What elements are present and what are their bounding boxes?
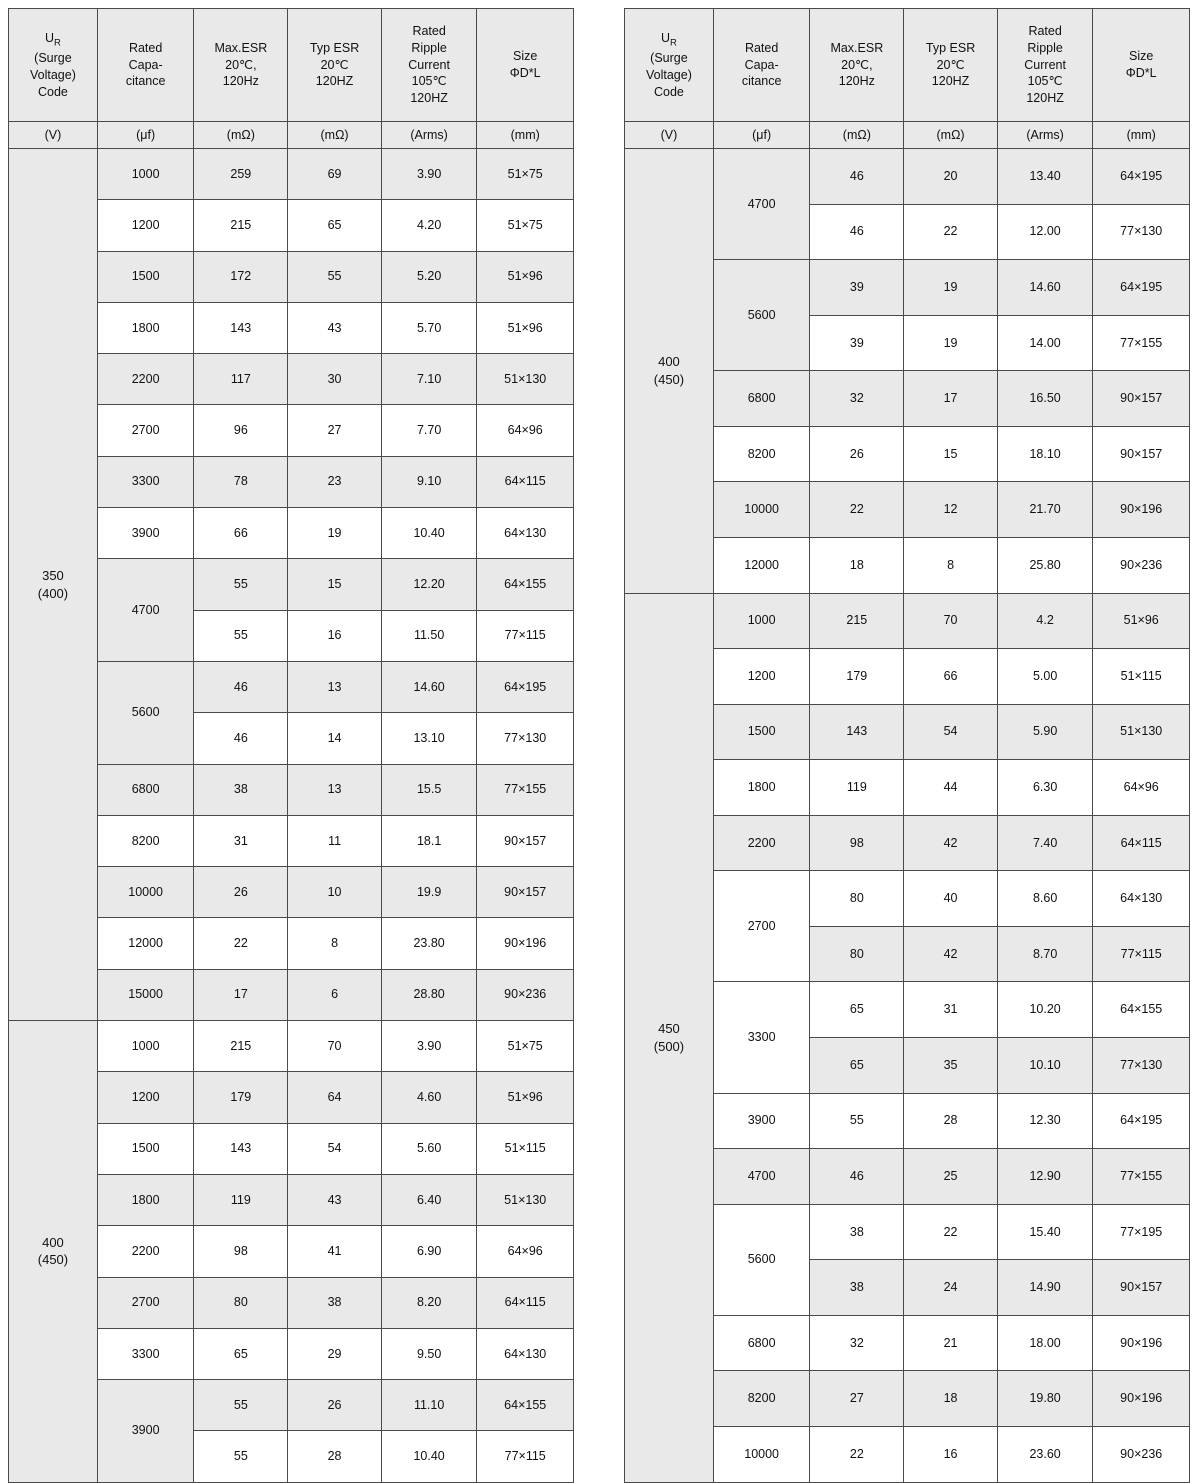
size-cell: 90×196 xyxy=(1093,1371,1190,1427)
ripple-current-cell: 6.90 xyxy=(381,1226,477,1277)
max-esr-cell: 39 xyxy=(810,260,904,316)
max-esr-cell: 38 xyxy=(810,1204,904,1260)
max-esr-cell: 46 xyxy=(194,661,288,712)
capacitance-cell: 6800 xyxy=(713,1315,809,1371)
typ-esr-cell: 8 xyxy=(288,918,382,969)
size-cell: 77×130 xyxy=(1093,204,1190,260)
capacitance-cell: 5600 xyxy=(713,260,809,371)
typ-esr-cell: 55 xyxy=(288,251,382,302)
capacitance-cell: 3300 xyxy=(97,1328,193,1379)
capacitance-cell: 4700 xyxy=(713,1149,809,1205)
ripple-current-cell: 5.00 xyxy=(997,649,1093,705)
size-cell: 64×155 xyxy=(1093,982,1190,1038)
typ-esr-cell: 22 xyxy=(904,204,998,260)
capacitance-cell: 8200 xyxy=(97,815,193,866)
typ-esr-cell: 54 xyxy=(904,704,998,760)
ripple-current-cell: 12.30 xyxy=(997,1093,1093,1149)
header-rated-ripple-current: Rated Ripple Current 105℃ 120HZ xyxy=(381,9,477,122)
typ-esr-cell: 14 xyxy=(288,713,382,764)
ripple-current-cell: 28.80 xyxy=(381,969,477,1020)
unit-ripple: (Arms) xyxy=(381,122,477,149)
max-esr-cell: 27 xyxy=(810,1371,904,1427)
size-cell: 90×196 xyxy=(1093,1315,1190,1371)
capacitance-cell: 4700 xyxy=(713,149,809,260)
max-esr-cell: 39 xyxy=(810,315,904,371)
size-cell: 77×130 xyxy=(477,713,574,764)
table-header-right xyxy=(625,9,1190,149)
header-voltage-code: $U_R$ (Surge Voltage) Code xyxy=(625,9,714,122)
typ-esr-cell: 30 xyxy=(288,354,382,405)
size-cell: 77×155 xyxy=(1093,315,1190,371)
size-cell: 51×75 xyxy=(477,149,574,200)
table-row xyxy=(9,149,574,200)
capacitance-cell: 10000 xyxy=(713,1426,809,1482)
size-cell: 77×155 xyxy=(477,764,574,815)
max-esr-cell: 78 xyxy=(194,456,288,507)
spec-table-right xyxy=(624,8,1190,1483)
header-units-row xyxy=(9,122,574,149)
size-cell: 51×130 xyxy=(1093,704,1190,760)
voltage-group-cell: 350 (400) xyxy=(9,149,98,1021)
size-cell: 64×130 xyxy=(477,508,574,559)
typ-esr-cell: 16 xyxy=(288,610,382,661)
capacitance-cell: 1200 xyxy=(97,1072,193,1123)
ripple-current-cell: 10.20 xyxy=(997,982,1093,1038)
ripple-current-cell: 8.70 xyxy=(997,926,1093,982)
ripple-current-cell: 10.40 xyxy=(381,508,477,559)
typ-esr-cell: 21 xyxy=(904,1315,998,1371)
max-esr-cell: 38 xyxy=(194,764,288,815)
header-voltage-line1: (Surge xyxy=(34,50,72,65)
ripple-current-cell: 12.20 xyxy=(381,559,477,610)
max-esr-cell: 119 xyxy=(810,760,904,816)
typ-esr-cell: 65 xyxy=(288,200,382,251)
capacitance-cell: 1000 xyxy=(97,149,193,200)
max-esr-cell: 22 xyxy=(810,482,904,538)
ripple-current-cell: 15.5 xyxy=(381,764,477,815)
capacitance-cell: 3900 xyxy=(713,1093,809,1149)
max-esr-cell: 55 xyxy=(194,1431,288,1482)
capacitance-cell: 15000 xyxy=(97,969,193,1020)
size-cell: 64×195 xyxy=(1093,149,1190,205)
table-row xyxy=(625,593,1190,649)
typ-esr-cell: 25 xyxy=(904,1149,998,1205)
ripple-current-cell: 12.00 xyxy=(997,204,1093,260)
capacitance-cell: 4700 xyxy=(97,559,193,662)
ripple-current-cell: 4.60 xyxy=(381,1072,477,1123)
ripple-current-cell: 16.50 xyxy=(997,371,1093,427)
size-cell: 51×130 xyxy=(477,1174,574,1225)
unit-size: (mm) xyxy=(1093,122,1190,149)
size-cell: 90×196 xyxy=(1093,482,1190,538)
typ-esr-cell: 69 xyxy=(288,149,382,200)
ripple-current-cell: 14.60 xyxy=(997,260,1093,316)
size-cell: 51×96 xyxy=(1093,593,1190,649)
ripple-current-cell: 10.10 xyxy=(997,1038,1093,1094)
capacitance-cell: 1800 xyxy=(97,1174,193,1225)
ripple-current-cell: 18.1 xyxy=(381,815,477,866)
typ-esr-cell: 40 xyxy=(904,871,998,927)
max-esr-cell: 143 xyxy=(810,704,904,760)
typ-esr-cell: 13 xyxy=(288,661,382,712)
typ-esr-cell: 11 xyxy=(288,815,382,866)
size-cell: 51×75 xyxy=(477,1021,574,1072)
max-esr-cell: 18 xyxy=(810,537,904,593)
size-cell: 77×115 xyxy=(477,1431,574,1482)
header-size: Size ΦD*L xyxy=(477,9,574,122)
ripple-current-cell: 14.90 xyxy=(997,1260,1093,1316)
typ-esr-cell: 31 xyxy=(904,982,998,1038)
ripple-current-cell: 18.10 xyxy=(997,426,1093,482)
capacitance-cell: 1800 xyxy=(97,302,193,353)
capacitance-cell: 1200 xyxy=(97,200,193,251)
typ-esr-cell: 28 xyxy=(288,1431,382,1482)
typ-esr-cell: 64 xyxy=(288,1072,382,1123)
header-voltage-code: $U_R$ (Surge Voltage) Code xyxy=(9,9,98,122)
unit-max-esr: (mΩ) xyxy=(810,122,904,149)
ripple-current-cell: 5.70 xyxy=(381,302,477,353)
typ-esr-cell: 66 xyxy=(904,649,998,705)
capacitance-cell: 8200 xyxy=(713,426,809,482)
unit-voltage: (V) xyxy=(625,122,714,149)
typ-esr-cell: 19 xyxy=(904,260,998,316)
unit-capacitance: (μf) xyxy=(97,122,193,149)
typ-esr-cell: 16 xyxy=(904,1426,998,1482)
table-body-right xyxy=(625,149,1190,1483)
size-cell: 64×115 xyxy=(477,1277,574,1328)
typ-esr-cell: 17 xyxy=(904,371,998,427)
voltage-group-cell: 400 (450) xyxy=(9,1021,98,1483)
ripple-current-cell: 18.00 xyxy=(997,1315,1093,1371)
capacitance-cell: 1500 xyxy=(97,1123,193,1174)
size-cell: 90×236 xyxy=(1093,537,1190,593)
ripple-current-cell: 5.60 xyxy=(381,1123,477,1174)
size-cell: 90×157 xyxy=(477,815,574,866)
max-esr-cell: 66 xyxy=(194,508,288,559)
header-row xyxy=(9,9,574,122)
size-cell: 64×195 xyxy=(1093,1093,1190,1149)
max-esr-cell: 65 xyxy=(194,1328,288,1379)
ripple-current-cell: 7.10 xyxy=(381,354,477,405)
typ-esr-cell: 28 xyxy=(904,1093,998,1149)
typ-esr-cell: 70 xyxy=(904,593,998,649)
ripple-current-cell: 23.60 xyxy=(997,1426,1093,1482)
size-cell: 77×195 xyxy=(1093,1204,1190,1260)
size-cell: 64×96 xyxy=(1093,760,1190,816)
size-cell: 90×236 xyxy=(477,969,574,1020)
ripple-current-cell: 21.70 xyxy=(997,482,1093,538)
header-rated-capacitance: Rated Capa- citance xyxy=(97,9,193,122)
typ-esr-cell: 19 xyxy=(904,315,998,371)
header-units-row xyxy=(625,122,1190,149)
ripple-current-cell: 13.40 xyxy=(997,149,1093,205)
capacitance-cell: 2700 xyxy=(97,405,193,456)
size-cell: 64×155 xyxy=(477,1380,574,1431)
max-esr-cell: 55 xyxy=(194,1380,288,1431)
capacitance-cell: 1500 xyxy=(97,251,193,302)
header-rated-ripple-current: Rated Ripple Current 105℃ 120HZ xyxy=(997,9,1093,122)
max-esr-cell: 65 xyxy=(810,1038,904,1094)
max-esr-cell: 98 xyxy=(810,815,904,871)
size-cell: 64×115 xyxy=(1093,815,1190,871)
typ-esr-cell: 12 xyxy=(904,482,998,538)
unit-typ-esr: (mΩ) xyxy=(288,122,382,149)
typ-esr-cell: 8 xyxy=(904,537,998,593)
max-esr-cell: 179 xyxy=(810,649,904,705)
max-esr-cell: 98 xyxy=(194,1226,288,1277)
max-esr-cell: 22 xyxy=(810,1426,904,1482)
max-esr-cell: 46 xyxy=(810,149,904,205)
max-esr-cell: 46 xyxy=(194,713,288,764)
table-row xyxy=(9,1021,574,1072)
unit-size: (mm) xyxy=(477,122,574,149)
capacitance-cell: 2200 xyxy=(97,354,193,405)
max-esr-cell: 55 xyxy=(810,1093,904,1149)
unit-capacitance: (μf) xyxy=(713,122,809,149)
max-esr-cell: 80 xyxy=(194,1277,288,1328)
ripple-current-cell: 3.90 xyxy=(381,149,477,200)
header-voltage-line2: Voltage) xyxy=(30,67,76,82)
typ-esr-cell: 42 xyxy=(904,926,998,982)
size-cell: 51×130 xyxy=(477,354,574,405)
size-cell: 64×96 xyxy=(477,405,574,456)
typ-esr-cell: 43 xyxy=(288,1174,382,1225)
size-cell: 64×195 xyxy=(1093,260,1190,316)
size-cell: 64×195 xyxy=(477,661,574,712)
max-esr-cell: 119 xyxy=(194,1174,288,1225)
header-row xyxy=(625,9,1190,122)
ripple-current-cell: 4.20 xyxy=(381,200,477,251)
ripple-current-cell: 19.80 xyxy=(997,1371,1093,1427)
ripple-current-cell: 14.00 xyxy=(997,315,1093,371)
typ-esr-cell: 44 xyxy=(904,760,998,816)
typ-esr-cell: 23 xyxy=(288,456,382,507)
typ-esr-cell: 26 xyxy=(288,1380,382,1431)
ripple-current-cell: 8.60 xyxy=(997,871,1093,927)
typ-esr-cell: 24 xyxy=(904,1260,998,1316)
header-typ-esr: Typ ESR 20℃ 120HZ xyxy=(904,9,998,122)
capacitance-cell: 2200 xyxy=(97,1226,193,1277)
max-esr-cell: 179 xyxy=(194,1072,288,1123)
capacitance-cell: 6800 xyxy=(713,371,809,427)
max-esr-cell: 117 xyxy=(194,354,288,405)
typ-esr-cell: 41 xyxy=(288,1226,382,1277)
ripple-current-cell: 10.40 xyxy=(381,1431,477,1482)
capacitance-cell: 12000 xyxy=(713,537,809,593)
typ-esr-cell: 38 xyxy=(288,1277,382,1328)
max-esr-cell: 143 xyxy=(194,302,288,353)
size-cell: 77×115 xyxy=(477,610,574,661)
table-header-left xyxy=(9,9,574,149)
ripple-current-cell: 19.9 xyxy=(381,867,477,918)
capacitance-cell: 12000 xyxy=(97,918,193,969)
size-cell: 51×75 xyxy=(477,200,574,251)
ripple-current-cell: 5.20 xyxy=(381,251,477,302)
typ-esr-cell: 18 xyxy=(904,1371,998,1427)
capacitance-cell: 2200 xyxy=(713,815,809,871)
ripple-current-cell: 3.90 xyxy=(381,1021,477,1072)
max-esr-cell: 38 xyxy=(810,1260,904,1316)
size-cell: 51×115 xyxy=(1093,649,1190,705)
size-cell: 77×155 xyxy=(1093,1149,1190,1205)
max-esr-cell: 55 xyxy=(194,610,288,661)
unit-max-esr: (mΩ) xyxy=(194,122,288,149)
typ-esr-cell: 19 xyxy=(288,508,382,559)
max-esr-cell: 17 xyxy=(194,969,288,1020)
capacitance-cell: 3300 xyxy=(713,982,809,1093)
typ-esr-cell: 29 xyxy=(288,1328,382,1379)
ripple-current-cell: 25.80 xyxy=(997,537,1093,593)
ripple-current-cell: 7.40 xyxy=(997,815,1093,871)
max-esr-cell: 32 xyxy=(810,371,904,427)
max-esr-cell: 80 xyxy=(810,926,904,982)
size-cell: 51×96 xyxy=(477,302,574,353)
max-esr-cell: 31 xyxy=(194,815,288,866)
capacitance-cell: 1000 xyxy=(97,1021,193,1072)
capacitance-cell: 2700 xyxy=(97,1277,193,1328)
size-cell: 51×96 xyxy=(477,1072,574,1123)
size-cell: 64×115 xyxy=(477,456,574,507)
size-cell: 90×157 xyxy=(1093,1260,1190,1316)
ripple-current-cell: 8.20 xyxy=(381,1277,477,1328)
typ-esr-cell: 15 xyxy=(288,559,382,610)
capacitance-cell: 5600 xyxy=(713,1204,809,1315)
voltage-group-cell: 400 (450) xyxy=(625,149,714,594)
header-size: Size ΦD*L xyxy=(1093,9,1190,122)
size-cell: 64×155 xyxy=(477,559,574,610)
ripple-current-cell: 15.40 xyxy=(997,1204,1093,1260)
max-esr-cell: 172 xyxy=(194,251,288,302)
size-cell: 90×157 xyxy=(1093,426,1190,482)
ripple-current-cell: 6.30 xyxy=(997,760,1093,816)
typ-esr-cell: 13 xyxy=(288,764,382,815)
size-cell: 77×130 xyxy=(1093,1038,1190,1094)
typ-esr-cell: 27 xyxy=(288,405,382,456)
max-esr-cell: 65 xyxy=(810,982,904,1038)
header-typ-esr: Typ ESR 20℃ 120HZ xyxy=(288,9,382,122)
size-cell: 90×157 xyxy=(477,867,574,918)
ripple-current-cell: 12.90 xyxy=(997,1149,1093,1205)
unit-ripple: (Arms) xyxy=(997,122,1093,149)
size-cell: 90×196 xyxy=(477,918,574,969)
max-esr-cell: 22 xyxy=(194,918,288,969)
header-voltage-line3: Code xyxy=(38,84,68,99)
ripple-current-cell: 13.10 xyxy=(381,713,477,764)
max-esr-cell: 55 xyxy=(194,559,288,610)
max-esr-cell: 26 xyxy=(810,426,904,482)
table-row xyxy=(625,149,1190,205)
size-cell: 77×115 xyxy=(1093,926,1190,982)
typ-esr-cell: 22 xyxy=(904,1204,998,1260)
ripple-current-cell: 9.50 xyxy=(381,1328,477,1379)
capacitance-cell: 10000 xyxy=(97,867,193,918)
max-esr-cell: 46 xyxy=(810,1149,904,1205)
table-body-left xyxy=(9,149,574,1483)
header-max-esr: Max.ESR 20℃, 120Hz xyxy=(810,9,904,122)
max-esr-cell: 143 xyxy=(194,1123,288,1174)
size-cell: 90×236 xyxy=(1093,1426,1190,1482)
max-esr-cell: 80 xyxy=(810,871,904,927)
typ-esr-cell: 54 xyxy=(288,1123,382,1174)
capacitance-cell: 1500 xyxy=(713,704,809,760)
size-cell: 64×130 xyxy=(1093,871,1190,927)
typ-esr-cell: 70 xyxy=(288,1021,382,1072)
size-cell: 90×157 xyxy=(1093,371,1190,427)
ripple-current-cell: 9.10 xyxy=(381,456,477,507)
size-cell: 51×115 xyxy=(477,1123,574,1174)
spec-table-left xyxy=(8,8,574,1483)
capacitance-cell: 6800 xyxy=(97,764,193,815)
size-cell: 64×96 xyxy=(477,1226,574,1277)
max-esr-cell: 215 xyxy=(194,200,288,251)
ripple-current-cell: 5.90 xyxy=(997,704,1093,760)
ripple-current-cell: 11.10 xyxy=(381,1380,477,1431)
ripple-current-cell: 11.50 xyxy=(381,610,477,661)
capacitance-cell: 2700 xyxy=(713,871,809,982)
typ-esr-cell: 15 xyxy=(904,426,998,482)
max-esr-cell: 26 xyxy=(194,867,288,918)
unit-typ-esr: (mΩ) xyxy=(904,122,998,149)
typ-esr-cell: 43 xyxy=(288,302,382,353)
max-esr-cell: 46 xyxy=(810,204,904,260)
typ-esr-cell: 20 xyxy=(904,149,998,205)
ripple-current-cell: 4.2 xyxy=(997,593,1093,649)
ripple-current-cell: 6.40 xyxy=(381,1174,477,1225)
header-max-esr: Max.ESR 20℃, 120Hz xyxy=(194,9,288,122)
unit-voltage: (V) xyxy=(9,122,98,149)
capacitance-cell: 1000 xyxy=(713,593,809,649)
max-esr-cell: 96 xyxy=(194,405,288,456)
ripple-current-cell: 7.70 xyxy=(381,405,477,456)
size-cell: 51×96 xyxy=(477,251,574,302)
max-esr-cell: 259 xyxy=(194,149,288,200)
capacitance-cell: 3900 xyxy=(97,508,193,559)
max-esr-cell: 215 xyxy=(194,1021,288,1072)
capacitance-cell: 1800 xyxy=(713,760,809,816)
capacitance-cell: 10000 xyxy=(713,482,809,538)
typ-esr-cell: 10 xyxy=(288,867,382,918)
max-esr-cell: 215 xyxy=(810,593,904,649)
capacitance-cell: 8200 xyxy=(713,1371,809,1427)
capacitance-cell: 5600 xyxy=(97,661,193,764)
capacitance-cell: 3900 xyxy=(97,1380,193,1483)
voltage-group-cell: 450 (500) xyxy=(625,593,714,1482)
typ-esr-cell: 42 xyxy=(904,815,998,871)
ripple-current-cell: 23.80 xyxy=(381,918,477,969)
ripple-current-cell: 14.60 xyxy=(381,661,477,712)
max-esr-cell: 32 xyxy=(810,1315,904,1371)
typ-esr-cell: 6 xyxy=(288,969,382,1020)
capacitance-cell: 1200 xyxy=(713,649,809,705)
header-rated-capacitance: Rated Capa- citance xyxy=(713,9,809,122)
capacitance-cell: 3300 xyxy=(97,456,193,507)
size-cell: 64×130 xyxy=(477,1328,574,1379)
typ-esr-cell: 35 xyxy=(904,1038,998,1094)
